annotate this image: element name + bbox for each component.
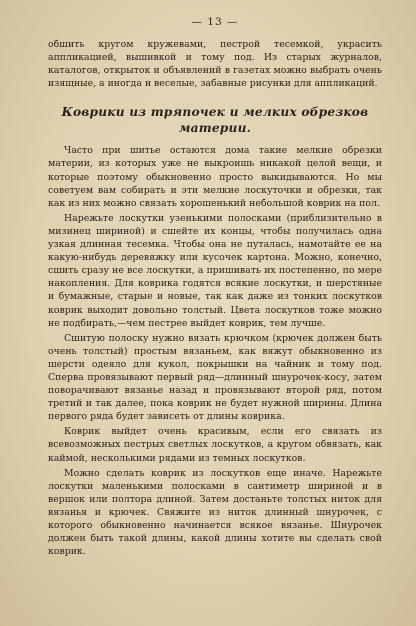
body-paragraph-5: Можно сделать коврик из лоскутков еще иначе. Нарежьте лоскутки маленькими полосками в сантиметр шириной и в вершок или полтора длиной. Затем достаньте толстых ниток для вязанья и крючек. Свяжите из ниток длинный шнурочек, с которого обыкновенно начинается всякое вязанье. Шнурочек должен быть такой длины, какой длины хотите вы сделать свой коврик. [48,467,382,558]
body-paragraph-2: Нарежьте лоскутки узенькими полосками (приблизительно в мизинец шириной) и сшейте их концы, чтобы получилась одна узкая длинная тесемка. Чтобы она не путалась, намотайте ее на какую-нибудь деревяжку или кусочек картона. Можно, конечно, сшить сразу не все лоскутки, а пришивать их постепенно, по мере накопления. Для коврика годятся всякие лоскутки, и шерстяные и бумажные, старые и новые, так как даже из тонких лоскутков коврик выходит довольно толстый. Цвета лоскутков тоже можно не подбирать,—чем пестрее выйдет коврик, тем лучше. [48,212,382,329]
page-number: — 13 — [191,16,239,28]
body-paragraph-1: Часто при шитье остаются дома такие мелкие обрезки материи, из которых уже не выкроишь никакой целой вещи, и которые поэтому обыкновенно просто выкидываются. Но мы советуем вам собирать и эти мелкие лоскуточки и обрезки, так как из них можно связать хорошенький небольшой коврик на пол. [48,145,382,209]
section-title: Коврики из тряпочек и мелких обрезков материи. [61,105,369,136]
body-paragraph-4: Коврик выйдет очень красивым, если его связать из всевозможных пестрых светлых лоскутков, а кругом обвязать, как каймой, несколькими рядами из темных лоскутков. [48,426,382,464]
body-paragraph-3: Сшитую полоску нужно вязать крючком (крючек должен быть очень толстый) простым вязаньем, как вяжут обыкновенно из шерсти одеяло для кукол, покрышки на чайник и тому под. Сперва провязывают первый ряд—длинный шнурочек-косу, затем поворачивают вязанье назад и провязывают второй ряд, потом третий и так далее, пока коврик не будет нужной ширины. Длина первого ряда будет зависеть от длины коврика. [48,332,382,423]
intro-paragraph: обшить кругом кружевами, пестрой тесемкой, украсить аппликацией, вышивкой и тому под. Из старых журналов, каталогов, открыток и объявлений в газетах можно выбрать очень изящные, а иногда и веселые, забавные рисунки для аппликаций. [48,39,382,90]
